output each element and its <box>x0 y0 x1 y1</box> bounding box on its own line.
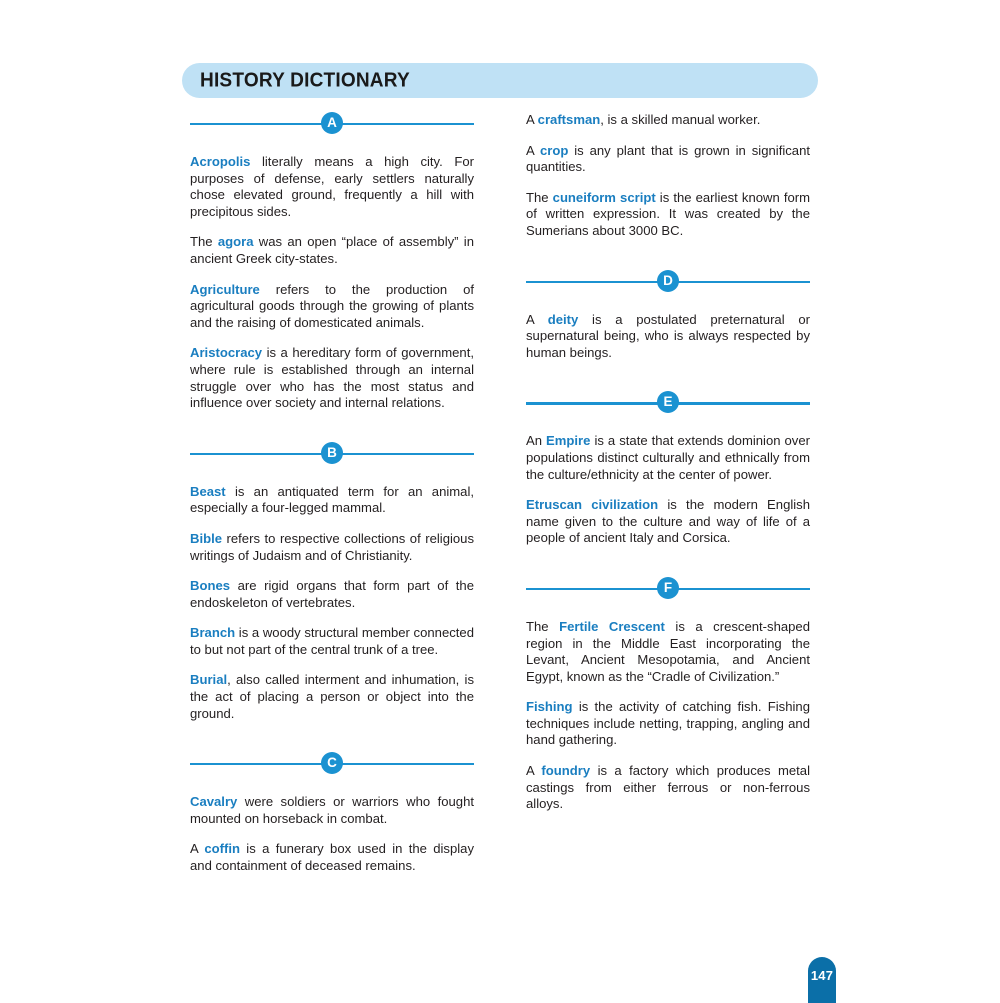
dictionary-entry <box>526 143 810 176</box>
entry-term: Cavalry <box>190 794 238 810</box>
section-letter-badge: E <box>657 391 679 413</box>
entry-term: Agriculture <box>190 281 260 297</box>
dictionary-entry <box>526 190 810 240</box>
section-divider-a <box>190 112 474 136</box>
entry-term: Branch <box>190 625 236 641</box>
entry-term: coffin <box>204 841 240 857</box>
entry-definition: was an open “place of assembly” in ancient Greek city-states. <box>190 234 474 266</box>
dictionary-section <box>190 112 474 412</box>
entry-lead: A <box>526 311 548 327</box>
section-letter-badge: D <box>657 270 679 292</box>
entry-term: Empire <box>546 433 591 449</box>
entry-lead: A <box>190 841 205 857</box>
entry-definition: is the earliest known form of written expression. It was created by the Sumerians about 3000 BC. <box>526 189 811 238</box>
page-title <box>200 68 426 92</box>
dictionary-entry <box>526 497 810 547</box>
entry-lead: A <box>526 112 538 127</box>
entry-term: Aristocracy <box>190 345 263 361</box>
section-divider-e <box>526 391 810 415</box>
entry-term: Bible <box>190 530 223 546</box>
entry-definition: , also called interment and inhumation, is the act of placing a person or object into the ground. <box>190 672 474 721</box>
entry-definition: is a state that extends dominion over populations distinct culturally and ethnically from the culture/ethnicity at the center of power. <box>526 433 811 482</box>
entry-definition: literally means a high city. For purposes of defense, early settlers naturally chose elevated ground, frequently a hill with precipitous sides. <box>190 154 474 219</box>
entry-term: Fishing <box>526 699 573 715</box>
dictionary-entry <box>526 312 810 362</box>
entry-term: Etruscan civilization <box>526 497 659 513</box>
entry-definition: is any plant that is grown in significant quantities. <box>526 142 810 175</box>
entry-list <box>526 619 810 813</box>
dictionary-entry <box>190 282 474 332</box>
entry-list <box>190 484 474 723</box>
entry-term: crop <box>539 142 569 158</box>
dictionary-section <box>190 752 474 874</box>
dictionary-entry <box>190 578 474 611</box>
dictionary-section <box>526 112 810 240</box>
entry-list <box>526 312 810 362</box>
dictionary-entry <box>526 763 810 813</box>
entry-term: foundry <box>541 763 591 779</box>
entry-term: Fertile Crescent <box>559 618 665 634</box>
entry-term: deity <box>547 311 579 327</box>
dictionary-entry <box>190 345 474 411</box>
entry-definition: refers to respective collections of religious writings of Judaism and of Christianity. <box>190 530 474 563</box>
entry-definition: is a postulated preternatural or supernatural being, who is always respected by human beings. <box>526 311 810 360</box>
column-right <box>526 112 810 813</box>
dictionary-entry <box>190 154 474 220</box>
dictionary-entry <box>190 234 474 267</box>
section-letter-badge: C <box>321 752 343 774</box>
entry-definition: is a crescent-shaped region in the Middle East incorporating the Levant, Ancient Mesopotamia, and Ancient Egypt, known as the “Cradle of Civilization.” <box>526 618 810 684</box>
entry-definition: is a hereditary form of government, where rule is established through an internal struggle over who has the most status and influence over society and internal relations. <box>190 345 474 411</box>
page-number-tab: 147 <box>808 957 836 1003</box>
dictionary-entry <box>190 531 474 564</box>
entry-lead: The <box>190 234 218 250</box>
section-divider-b <box>190 442 474 466</box>
column-left <box>190 112 474 875</box>
entry-lead: The <box>526 189 553 205</box>
entry-definition: is the activity of catching fish. Fishing techniques include netting, trapping, angling and hand gathering. <box>526 699 810 748</box>
entry-term: Bones <box>190 578 231 594</box>
dictionary-section <box>190 442 474 723</box>
dictionary-entry <box>190 672 474 722</box>
entry-term: Acropolis <box>190 154 251 169</box>
entry-lead: A <box>526 142 540 158</box>
entry-list <box>190 154 474 412</box>
dictionary-section <box>526 391 810 547</box>
entry-definition: are rigid organs that form part of the endoskeleton of vertebrates. <box>190 578 474 610</box>
entry-definition: is a factory which produces metal castings from either ferrous or non-ferrous alloys. <box>526 763 810 812</box>
dictionary-entry <box>526 619 810 685</box>
entry-definition: were soldiers or warriors who fought mounted on horseback in combat. <box>190 794 474 826</box>
entry-definition: , is a skilled manual worker. <box>600 112 761 127</box>
section-letter-badge: B <box>321 442 343 464</box>
section-divider-f <box>526 577 810 601</box>
entry-lead: The <box>526 618 560 634</box>
entry-list <box>526 112 810 240</box>
entry-lead: An <box>526 433 547 449</box>
entry-term: cuneiform script <box>552 189 656 205</box>
entry-definition: refers to the production of agricultural goods through the growing of plants and the raising of domesticated animals. <box>190 281 474 330</box>
entry-list <box>526 433 810 547</box>
dictionary-entry <box>190 841 474 874</box>
entry-definition: is the modern English name given to the culture and way of life of a people of ancient Italy and Corsica. <box>526 497 811 546</box>
section-divider-d <box>526 270 810 294</box>
entry-term: craftsman <box>537 112 601 127</box>
entry-definition: is an antiquated term for an animal, especially a four-legged mammal. <box>190 483 474 516</box>
entry-lead: A <box>526 763 542 779</box>
dictionary-section <box>526 270 810 362</box>
entry-definition: is a funerary box used in the display and containment of deceased remains. <box>190 841 475 874</box>
dictionary-entry <box>526 433 810 483</box>
dictionary-entry <box>190 484 474 517</box>
entry-definition: is a woody structural member connected to but not part of the central trunk of a tree. <box>190 625 474 657</box>
section-letter-badge: A <box>321 112 343 134</box>
section-letter-badge: F <box>657 577 679 599</box>
entry-term: Beast <box>190 483 226 499</box>
entry-list <box>190 794 474 874</box>
dictionary-section <box>526 577 810 813</box>
page-header-banner <box>182 63 818 98</box>
dictionary-entry <box>190 794 474 827</box>
section-divider-c <box>190 752 474 776</box>
entry-term: Burial <box>190 672 228 688</box>
page-title-text: HISTORY DICTIONARY <box>200 68 410 92</box>
dictionary-entry <box>526 112 810 129</box>
dictionary-entry <box>190 625 474 658</box>
dictionary-entry <box>526 699 810 749</box>
entry-term: agora <box>217 234 254 250</box>
